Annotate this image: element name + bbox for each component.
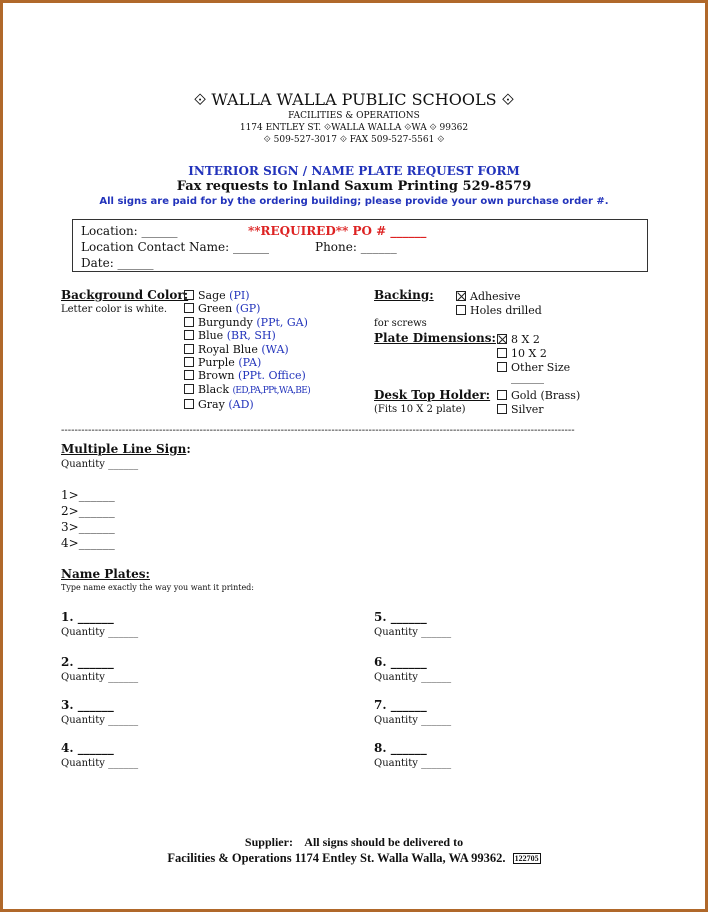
backing-option-holes[interactable]: Holes drilled [456,304,542,318]
plate-6-name[interactable]: 6. ______ [374,655,427,669]
backing-note: for screws [374,318,427,329]
footer-address-line: Facilities & Operations 1174 Entley St. Walla Walla, WA 99362. 122705 [167,851,539,865]
phone-fax: ⟐ 509-527-3017 ⟐ FAX 509-527-5561 ⟐ [263,135,445,145]
contact-name-field[interactable]: Location Contact Name: ______ [81,240,269,254]
multiple-line-entries [61,487,115,551]
plate-5-quantity[interactable]: Quantity ______ [374,627,452,638]
checkbox-icon[interactable] [184,303,194,313]
dept-name: FACILITIES & OPERATIONS [288,111,420,121]
checkbox-icon[interactable] [497,404,507,414]
po-required-field[interactable]: **REQUIRED** PO # ______ [248,224,427,238]
checkbox-icon[interactable] [184,344,194,354]
color-option[interactable]: Purple (PA) [184,356,310,369]
name-plates-instruction: Type name exactly the way you want it printed: [61,583,254,592]
line-entry-1[interactable]: 1>______ [61,488,115,502]
name-plates-heading: Name Plates: [61,567,150,581]
color-option[interactable]: Blue (BR, SH) [184,329,310,342]
location-field[interactable]: Location: ______ [81,224,178,238]
holder-option-gold[interactable]: Gold (Brass) [497,389,580,403]
plate-1-quantity[interactable]: Quantity ______ [61,627,139,638]
paid-note: All signs are paid for by the ordering building; please provide your own purchase order #. [99,196,609,207]
checkbox-icon[interactable] [497,390,507,400]
checked-checkbox-icon[interactable] [497,334,507,344]
desk-top-heading: Desk Top Holder: [374,388,491,402]
plate-dimensions-heading: Plate Dimensions: [374,331,496,345]
desk-top-note: (Fits 10 X 2 plate) [374,404,466,415]
checkbox-icon[interactable] [184,290,194,300]
other-size-blank[interactable]: ______ [511,371,544,384]
color-option[interactable]: Burgundy (PPt, GA) [184,316,310,329]
checkbox-icon[interactable] [184,357,194,367]
date-field[interactable]: Date: ______ [81,256,154,270]
letter-color-note: Letter color is white. [61,304,168,315]
plate-8-quantity[interactable]: Quantity ______ [374,758,452,769]
plate-dimension-options [497,333,570,375]
form-code-badge: 122705 [514,854,539,863]
plate-7-quantity[interactable]: Quantity ______ [374,715,452,726]
plate-3-quantity[interactable]: Quantity ______ [61,715,139,726]
checkbox-icon[interactable] [456,305,466,315]
checkbox-icon[interactable] [184,370,194,380]
plate-5-name[interactable]: 5. ______ [374,610,427,624]
color-option[interactable]: Brown (PPt. Office) [184,369,310,382]
checkbox-icon[interactable] [184,330,194,340]
checked-checkbox-icon[interactable] [456,291,466,301]
multiple-line-quantity[interactable]: Quantity ______ [61,459,139,470]
dimension-option-8x2[interactable]: 8 X 2 [497,333,570,347]
plate-4-name[interactable]: 4. ______ [61,741,114,755]
color-option[interactable]: Sage (PI) [184,289,310,302]
address: 1174 ENTLEY ST. ⟐WALLA WALLA ⟐WA ⟐ 99362 [239,123,469,133]
color-option[interactable]: Royal Blue (WA) [184,343,310,356]
footer-supplier-line: Supplier: All signs should be delivered to [244,835,464,849]
color-option[interactable]: Gray (AD) [184,398,310,411]
line-entry-3[interactable]: 3>______ [61,520,115,534]
checkbox-icon[interactable] [184,317,194,327]
plate-8-name[interactable]: 8. ______ [374,741,427,755]
background-color-heading: Background Color: [61,288,189,302]
color-option[interactable]: Green (GP) [184,302,310,315]
plate-3-name[interactable]: 3. ______ [61,698,114,712]
location-box [72,219,648,272]
plate-2-quantity[interactable]: Quantity ______ [61,672,139,683]
background-color-options [184,289,310,412]
checkbox-icon[interactable] [497,348,507,358]
desk-top-options [497,389,580,417]
form-page [3,3,705,909]
plate-6-quantity[interactable]: Quantity ______ [374,672,452,683]
checkbox-icon[interactable] [184,399,194,409]
dimension-option-other[interactable]: Other Size [497,361,570,375]
backing-option-adhesive[interactable]: Adhesive [456,290,542,304]
org-title: ⟐ WALLA WALLA PUBLIC SCHOOLS ⟐ [193,90,515,109]
backing-options [456,290,542,318]
plate-1-name[interactable]: 1. ______ [61,610,114,624]
plate-7-name[interactable]: 7. ______ [374,698,427,712]
multiple-line-heading: Multiple Line Sign: [61,442,191,456]
checkbox-icon[interactable] [497,362,507,372]
dimension-option-10x2[interactable]: 10 X 2 [497,347,570,361]
dashed-divider: -------------------------------------------------------------------------------------------------------------------------------------------------------- [61,425,575,436]
color-option[interactable]: Black (ED,PA,PPt,WA,BE) [184,383,310,398]
phone-field[interactable]: Phone: ______ [315,240,397,254]
backing-heading: Backing: [374,288,434,302]
line-entry-4[interactable]: 4>______ [61,536,115,550]
fax-line: Fax requests to Inland Saxum Printing 529-8579 [176,179,532,194]
plate-4-quantity[interactable]: Quantity ______ [61,758,139,769]
line-entry-2[interactable]: 2>______ [61,504,115,518]
holder-option-silver[interactable]: Silver [497,403,580,417]
form-title: INTERIOR SIGN / NAME PLATE REQUEST FORM [188,164,520,178]
plate-2-name[interactable]: 2. ______ [61,655,114,669]
checkbox-icon[interactable] [184,384,194,394]
